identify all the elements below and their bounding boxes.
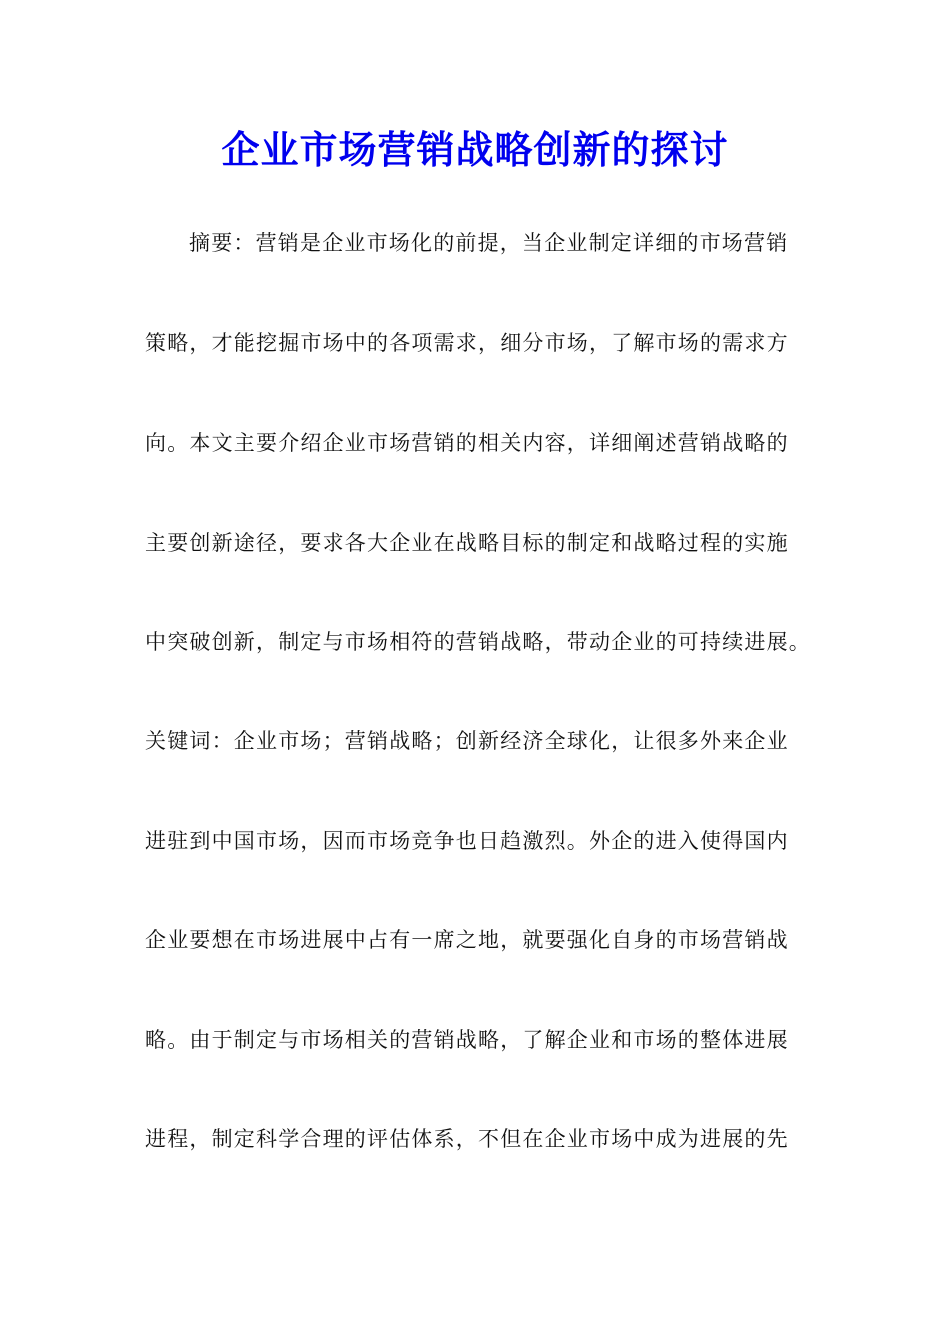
body-line-2: 企业要想在市场进展中占有一席之地，就要强化自身的市场营销战 — [145, 928, 789, 952]
document-title: 企业市场营销战略创新的探讨 — [221, 127, 729, 172]
abstract-line-4: 主要创新途径，要求各大企业在战略目标的制定和战略过程的实施 — [145, 531, 789, 555]
abstract-line-3: 向。本文主要介绍企业市场营销的相关内容，详细阐述营销战略的 — [145, 431, 789, 455]
abstract-line-5: 中突破创新，制定与市场相符的营销战略，带动企业的可持续进展。 — [145, 630, 811, 654]
abstract-line-1: 摘要：营销是企业市场化的前提，当企业制定详细的市场营销 — [189, 231, 789, 255]
body-line-1: 进驻到中国市场，因而市场竞争也日趋激烈。外企的进入使得国内 — [145, 829, 789, 853]
body-line-4: 进程，制定科学合理的评估体系，不但在企业市场中成为进展的先 — [145, 1127, 789, 1151]
keywords-line: 关键词：企业市场；营销战略；创新经济全球化，让很多外来企业 — [145, 729, 789, 753]
body-line-3: 略。由于制定与市场相关的营销战略，了解企业和市场的整体进展 — [145, 1028, 789, 1052]
abstract-line-2: 策略，才能挖掘市场中的各项需求，细分市场，了解市场的需求方 — [145, 331, 789, 355]
